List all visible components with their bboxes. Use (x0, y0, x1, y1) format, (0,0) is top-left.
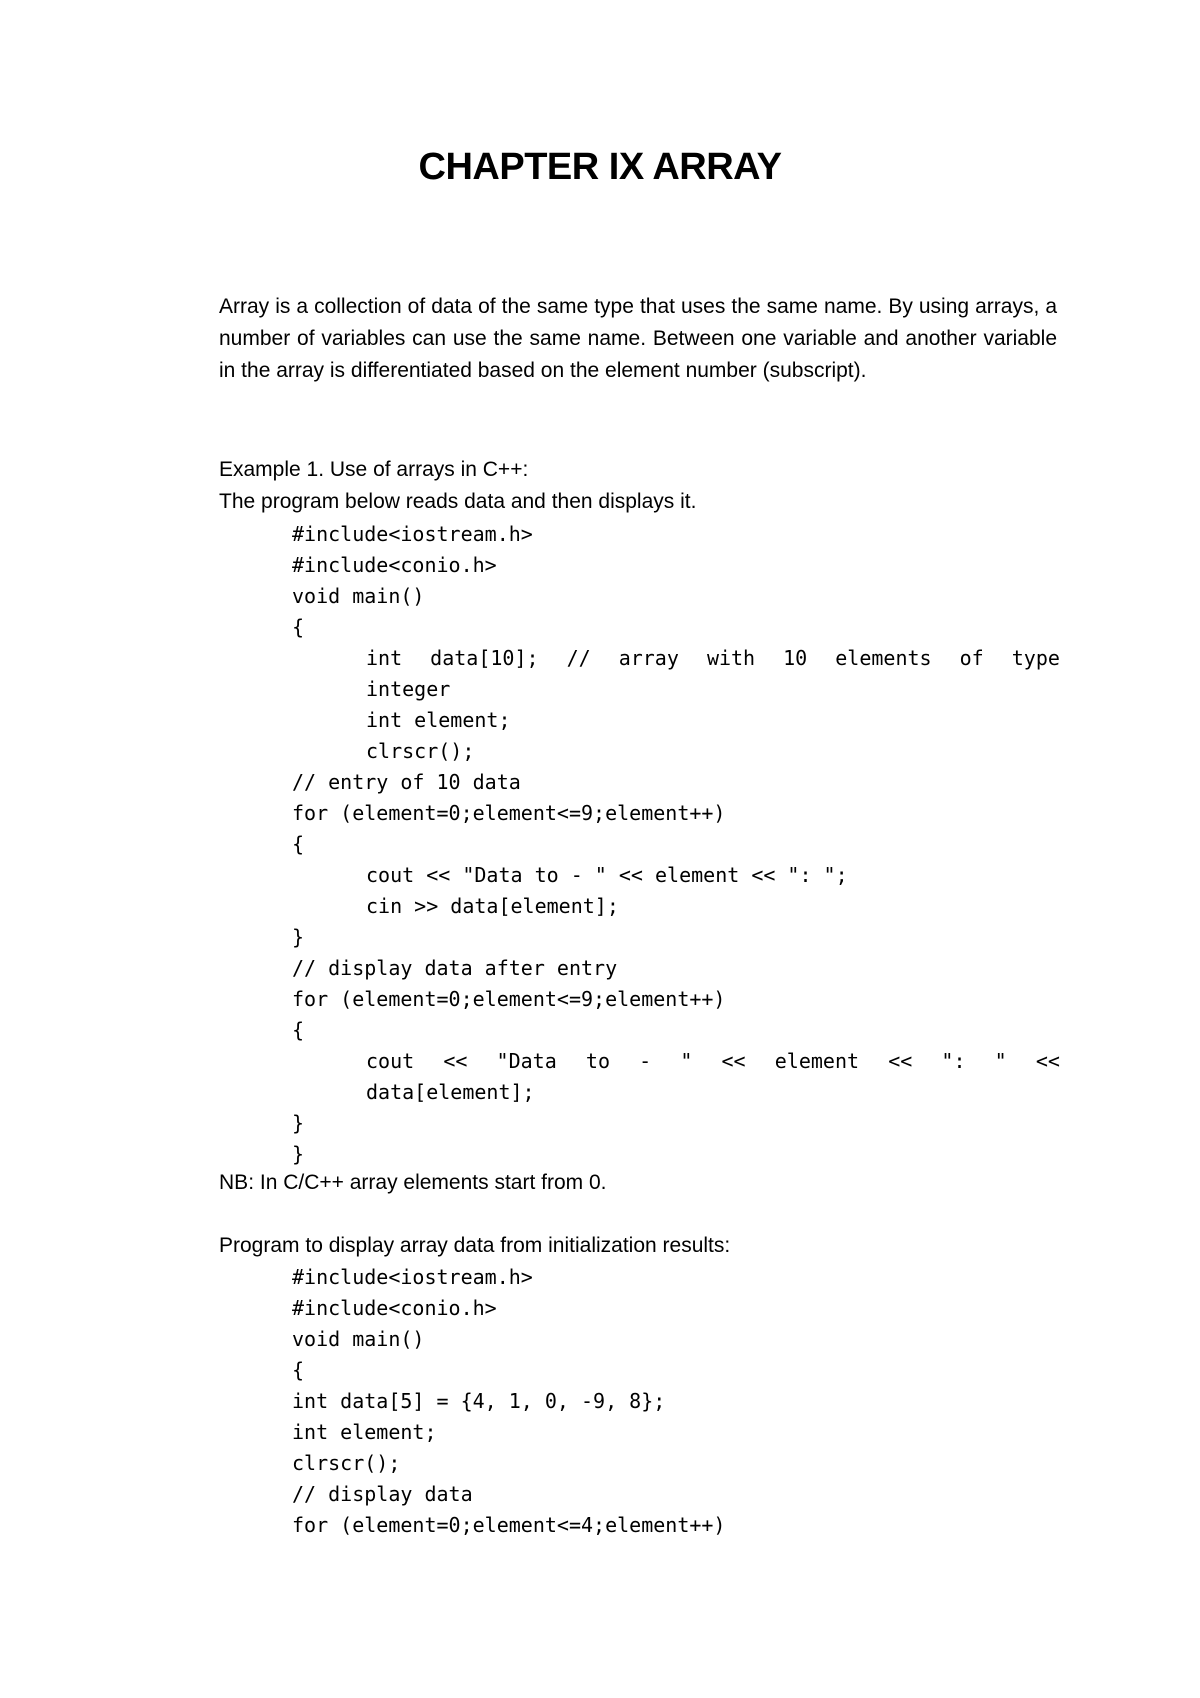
code-line: } (292, 1142, 305, 1166)
example2-heading: Program to display array data from initialization results: (219, 1234, 731, 1257)
code-token: << (1035, 1049, 1060, 1073)
code-line: int data[5] = {4, 1, 0, -9, 8}; (292, 1389, 666, 1413)
code-token: " (680, 1049, 693, 1073)
code-line: } (292, 925, 305, 949)
code-token: << (721, 1049, 746, 1073)
code-line: data[element]; (366, 1080, 535, 1104)
code-line: #include<iostream.h> (292, 1265, 533, 1289)
code-token: with (706, 646, 756, 670)
code-token: cout (366, 1049, 415, 1073)
code-line: // display data (292, 1482, 473, 1506)
code-line: { (292, 832, 305, 856)
code-token: array (618, 646, 679, 670)
code-token: data[10]; (430, 646, 539, 670)
code-line: cin >> data[element]; (366, 894, 619, 918)
code-line: { (292, 1018, 305, 1042)
code-line: #include<conio.h> (292, 1296, 497, 1320)
code-token: // (566, 646, 591, 670)
code-line: { (292, 615, 305, 639)
note-text: : In C/C++ array elements start from 0. (248, 1171, 607, 1194)
code-line: } (292, 1111, 305, 1135)
code-line: integer (366, 677, 451, 701)
code-token: "Data (496, 1049, 557, 1073)
code-token: 10 (783, 646, 808, 670)
code-line: // entry of 10 data (292, 770, 521, 794)
code-line-justified (366, 646, 1060, 670)
note-label: NB (219, 1171, 249, 1194)
code-token: type (1011, 646, 1060, 670)
example1-description: The program below reads data and then displays it. (219, 490, 697, 513)
code-line: int element; (292, 1420, 437, 1444)
code-token: - (639, 1049, 652, 1073)
code-line: for (element=0;element<=4;element++) (292, 1513, 726, 1537)
code-line: void main() (292, 1327, 425, 1351)
code-line: // display data after entry (292, 956, 618, 980)
code-line: for (element=0;element<=9;element++) (292, 987, 726, 1011)
code-line: #include<conio.h> (292, 553, 497, 577)
code-token: << (443, 1049, 468, 1073)
code-line: clrscr(); (292, 1451, 401, 1475)
code-line: void main() (292, 584, 425, 608)
code-line: for (element=0;element<=9;element++) (292, 801, 726, 825)
note-line (219, 1171, 606, 1195)
code-token: element (774, 1049, 860, 1073)
code-line-justified (366, 1049, 1060, 1073)
code-token: " (994, 1049, 1007, 1073)
example1-heading: Example 1. Use of arrays in C++: (219, 458, 529, 481)
code-token: ": (941, 1049, 966, 1073)
code-line: cout << "Data to - " << element << ": "; (366, 863, 848, 887)
code-line: { (292, 1358, 305, 1382)
intro-paragraph: Array is a collection of data of the same type that uses the same name. By using arrays, a number of variables can use the same name. Between one variable and another variable in the array is differentiated based on the element number (subscript). (219, 295, 1057, 382)
code-line: clrscr(); (366, 739, 475, 763)
code-token: to (585, 1049, 610, 1073)
chapter-title: CHAPTER IX ARRAY (418, 146, 782, 188)
code-line: int element; (366, 708, 511, 732)
code-token: int (366, 646, 403, 670)
code-token: of (959, 646, 984, 670)
code-line: #include<iostream.h> (292, 522, 533, 546)
code-token: << (888, 1049, 913, 1073)
code-token: elements (835, 646, 932, 670)
